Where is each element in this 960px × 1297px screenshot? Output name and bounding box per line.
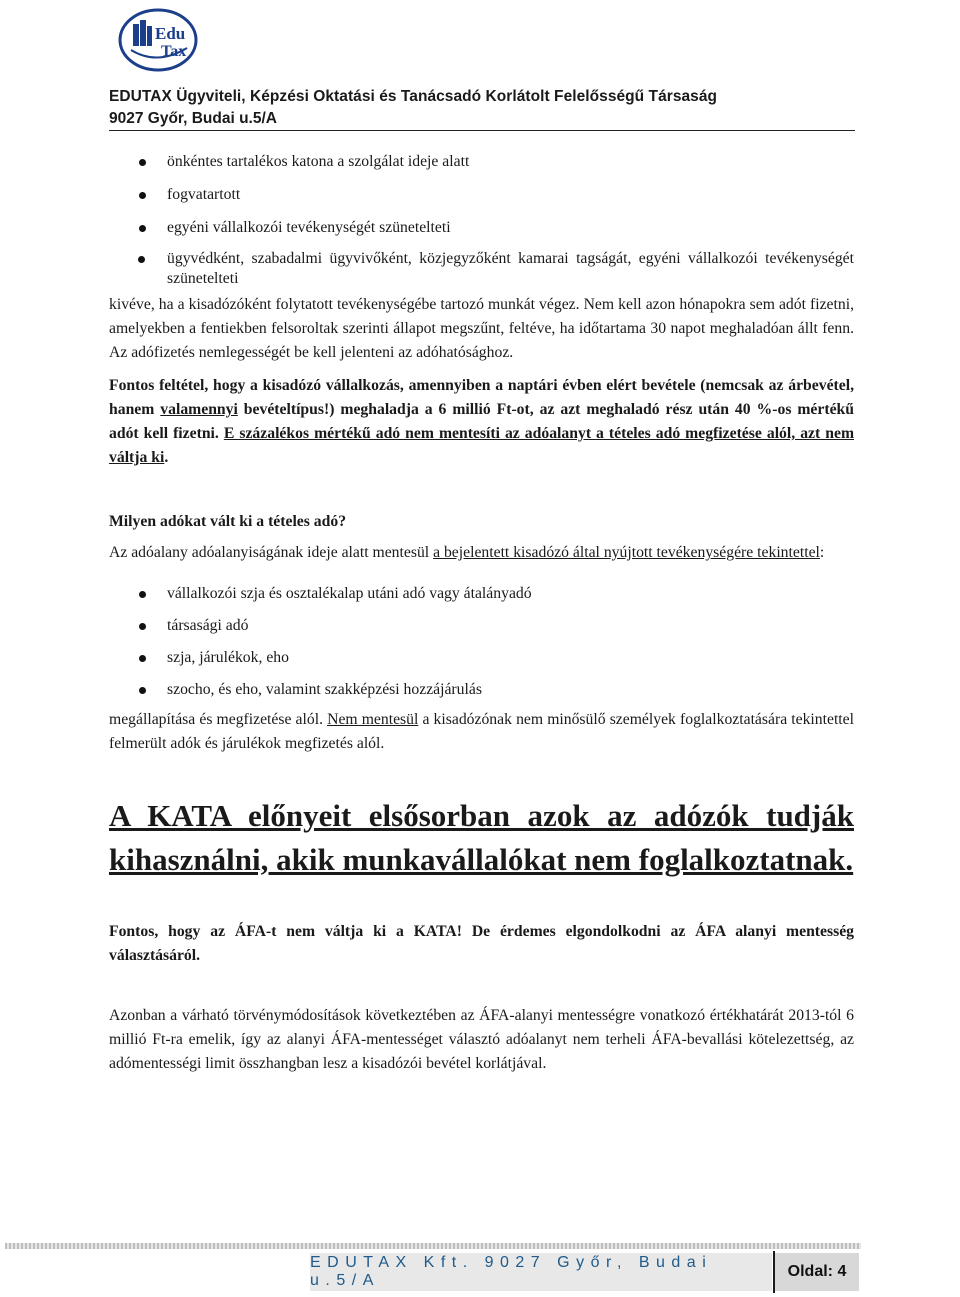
bullet-icon (139, 192, 146, 199)
list-item: egyéni vállalkozói tevékenységét szünetelteti (109, 216, 854, 240)
paragraph-not-exempt: megállapítása és megfizetése alól. Nem mentesül a kisadózónak nem minősülő személyek foglalkoztatására tekintettel felmerült adók és járulékok megfizetés alól. (109, 711, 854, 752)
document-body (109, 150, 854, 1076)
header-divider (109, 130, 855, 131)
svg-text:Tax: Tax (161, 43, 187, 60)
paragraph-vat-note: Fontos, hogy az ÁFA-t nem váltja ki a KATA! De érdemes elgondolkodni az ÁFA alanyi mentesség választásáról. (109, 923, 854, 964)
footer-stripe (5, 1243, 861, 1249)
list-item: szja, járulékok, eho (109, 646, 854, 670)
page-number: Oldal: 4 (775, 1253, 859, 1291)
footer-address: EDUTAX Kft. 9027 Győr, Budai u.5/A (310, 1253, 772, 1291)
edutax-logo (117, 6, 199, 74)
bullet-icon (139, 591, 146, 598)
bullet-icon (139, 623, 146, 630)
company-name: EDUTAX Ügyviteli, Képzési Oktatási és Tanácsadó Korlátolt Felelősségű Társaság (109, 88, 718, 105)
list-item: ügyvédként, szabadalmi ügyvivőként, közjegyzőként kamarai tagságát, egyéni vállalkozói tevékenységét szünetelteti (109, 249, 854, 289)
bullet-icon (139, 159, 146, 166)
bullet-icon (139, 225, 146, 232)
list-item: önkéntes tartalékos katona a szolgálat ideje alatt (109, 150, 854, 174)
bullet-icon (139, 687, 146, 694)
list-item: fogvatartott (109, 183, 854, 207)
paragraph-vat-threshold: Azonban a várható törvénymódosítások következtében az ÁFA-alanyi mentességre vonatkozó értékhatárát 2013-tól 6 millió Ft-ra emelik, így az alanyi ÁFA-mentességet választó adóalanyt nem terheli ÁFA-bevallási kötelezettség, az adómentességi limit összhangban lesz a kisadózói bevétel korlátjával. (109, 1007, 854, 1072)
bullet-icon (139, 655, 146, 662)
paragraph-exception: kivéve, ha a kisadózóként folytatott tevékenységébe tartozó munkát végez. Nem kell azon hónapokra sem adót fizetni, amelyekben a fentiekben felsoroltak szerinti állapot megszűnt, feltéve, ha időtartama 30 napot meghaladóan állt fenn. Az adófizetés nemlegességét be kell jelenteni az adóhatósághoz. (109, 296, 854, 361)
section-question: Milyen adókat vált ki a tételes adó? (109, 513, 347, 530)
company-address: 9027 Győr, Budai u.5/A (109, 110, 277, 127)
list-item: szocho, és eho, valamint szakképzési hozzájárulás (109, 678, 854, 702)
suspension-list (109, 150, 854, 289)
list-item: társasági adó (109, 614, 854, 638)
page-footer (5, 1243, 861, 1293)
headline: A KATA előnyeit elsősorban azok az adózók tudják kihasználni, akik munkavállalókat nem foglalkoztatnak. (109, 798, 854, 877)
paragraph-revenue-condition: Fontos feltétel, hogy a kisadózó vállalkozás, amennyiben a naptári évben elért bevétele (nemcsak az árbevétel, hanem valamennyi bevételtípus!) meghaladja a 6 millió Ft-ot, az azt meghaladó rész után 40 %-os mértékű adót kell fizetni. E százalékos mértékű adó nem mentesíti az adóalanyt a tételes adó megfizetése alól, azt nem váltja ki. (109, 377, 855, 466)
paragraph-exemption: Az adóalany adóalanyiságának ideje alatt mentesül a bejelentett kisadózó által nyújtott tevékenységére tekintettel: (109, 544, 825, 561)
tax-list (109, 582, 854, 702)
bullet-icon (138, 256, 145, 263)
list-item: vállalkozói szja és osztalékalap utáni adó vagy átalányadó (109, 582, 854, 606)
svg-text:Edu: Edu (155, 24, 186, 43)
